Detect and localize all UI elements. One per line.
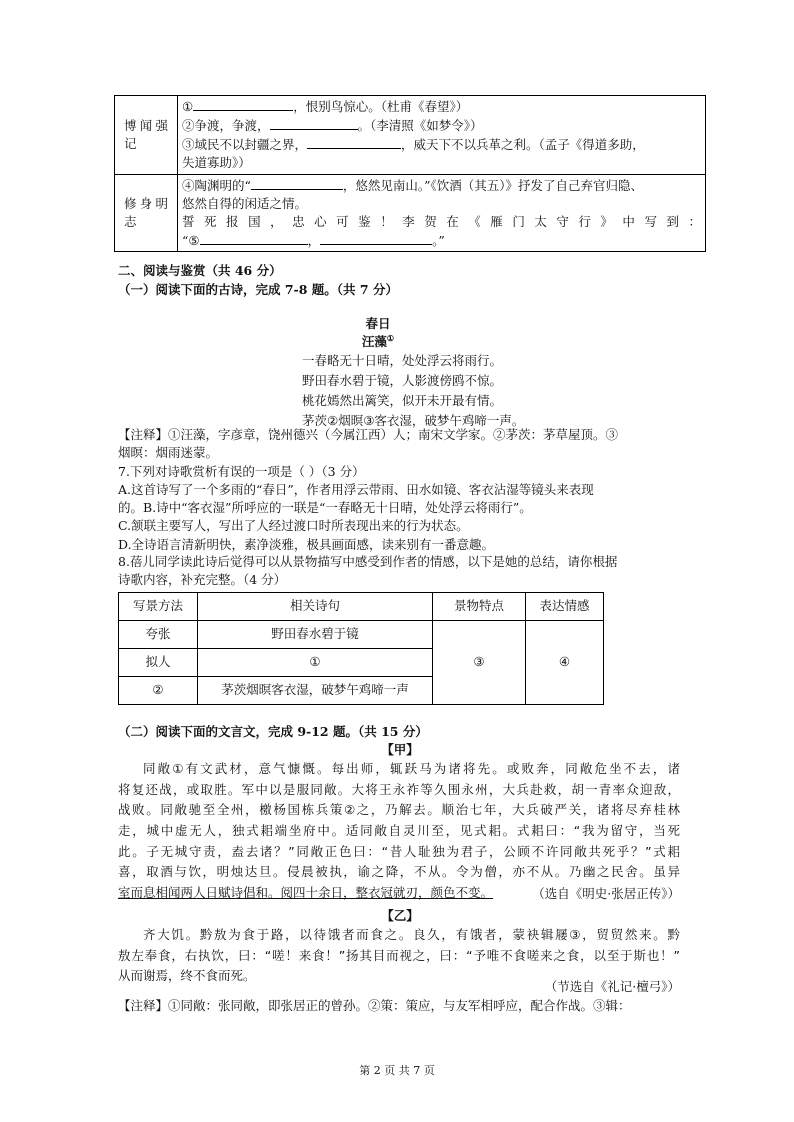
analysis-table [118,592,604,705]
fill-blank-table [114,95,706,252]
table-cell: 拟人 [119,649,198,677]
answer-blank[interactable] [251,176,343,190]
passage-label: 【乙】 [381,908,419,923]
passage-notes: 【注释】①同敞：张同敞，即张居正的曾孙。②策：策应，与友军相呼应，配合作战。③辑： [118,998,631,1013]
answer-cell[interactable]: ② [119,677,198,705]
poem-line: 桃花嫣然出篱笑，似开未开最有情。 [302,393,503,408]
fill-line: ① ，恨别鸟惊心。（杜甫《春望》） [182,99,469,114]
option-line[interactable]: C.颔联主要写人，写出了人经过渡口时所表现出来的行为状态。 [118,518,469,534]
fill-line: 失道寡助》） [182,155,251,171]
answer-blank[interactable] [307,135,401,149]
column-header: 写景方法 [119,593,198,621]
passage-line: 齐大饥。黔敖为食于路，以待饿者而食之。良久，有饿者，蒙袂辑屦③，贸贸然来。黔 [143,927,680,942]
passage-line: 战败。同敞驰至全州，檄杨国栋兵策②之，乃解去。顺治七年，大兵破严关，诸将尽弃桂林 [118,802,680,818]
table-cell: 茅茨烟暝客衣湿，破梦午鸡啼一声 [198,677,433,705]
source-citation: （选自《明史·张居正传》） [532,886,680,901]
passage-line: 将复还战，或取胜。军中以是服同敞。大将王永祚等久围永州，大兵赴救，胡一青率众迎敌， [118,781,680,797]
column-header: 表达情感 [526,593,604,621]
column-header: 景物特点 [433,593,526,621]
poem-line: 茅茨②烟暝③客衣湿，破梦午鸡啼一声。 [302,413,525,428]
content-cell [178,96,706,175]
answer-blank[interactable] [320,231,432,245]
passage-jia [118,759,680,903]
question-8 [118,553,684,589]
category-cell [115,174,178,252]
category-label: 修身明志 [124,195,168,229]
answer-cell[interactable]: ① [198,649,433,677]
poem-title: 春日 [365,316,391,331]
section-heading: 二、阅读与鉴赏（共 46 分） [118,263,282,278]
answer-cell[interactable]: ③ [433,621,526,705]
note-line: 【注释】①汪藻，字彦章，饶州德兴（今属江西）人；南宋文学家。②茅茨：茅草屋顶。③ [118,427,619,442]
passage-label: 【甲】 [381,742,419,757]
passage-line: 从而谢焉，终不食而死。 [118,968,256,984]
table-row [115,174,706,252]
table-row [115,96,706,175]
option-line[interactable]: 的。B.诗中“客衣湿”所呼应的一联是“一春略无十日晴，处处浮云将雨行”。 [118,500,532,516]
fill-line: ③域民不以封疆之界， ，威天下不以兵革之利。（孟子《得道多助， [182,137,645,153]
question-stem: 诗歌内容，补充完整。（4 分） [118,572,287,588]
option-line[interactable]: D.全诗语言清新明快，素净淡雅，极具画面感，读来别有一番意趣。 [118,536,495,552]
fill-line: 誓死报国，忠心可鉴！李贺在《雁门太守行》中写到： [182,213,701,229]
category-label: 博闻强记 [124,117,168,151]
poem-line: 野田春水碧于镜，人影渡傍鸥不惊。 [302,373,503,388]
poem-notes [118,426,684,462]
part-heading: （一）阅读下面的古诗，完成 7-8 题。（共 7 分） [118,282,398,297]
passage-line: 此。子无城守责，盍去诸？”同敞正色曰：“昔人耻独为君子，公顾不许同敞共死乎？”式耜 [118,843,680,859]
content-cell [178,174,706,252]
poem-body [302,351,524,431]
passage-line: 喜，取酒与饮，明烛达旦。侵晨被执，谕之降，不从。令为僧，亦不从。乃幽之民舍。虽异 [118,864,680,880]
poem-line: 一春略无十日晴，处处浮云将雨行。 [302,353,503,368]
note-line: 烟暝：烟雨迷蒙。 [118,445,219,461]
answer-blank[interactable] [200,231,308,245]
column-header: 相关诗句 [198,593,433,621]
table-row [119,621,604,649]
table-cell: 夸张 [119,621,198,649]
part-heading: （二）阅读下面的文言文，完成 9-12 题。（共 15 分） [118,724,428,739]
passage-line: 敖左奉食，右执饮，曰：“嗟！来食！”扬其目而视之，曰：“予唯不食嗟来之食，以至于斯也！” [118,947,680,963]
answer-blank[interactable] [270,116,358,130]
fill-line: 悠然自得的闲适之情。 [182,195,308,211]
category-cell [115,96,178,175]
poem-author: 汪藻① [361,333,395,350]
table-header-row [119,593,604,621]
fill-line: ④陶渊明的“ ，悠然见南山。”《饮酒（其五）》抒发了自己弃官归隐、 [182,177,644,193]
answer-blank[interactable] [193,97,293,111]
passage-line: 走，城中虚无人，独式耜端坐府中。适同敞自灵川至，见式耜。式耜曰：“我为留守，当死 [118,822,680,838]
passage-line: 室而息相闻两人日赋诗倡和。阅四十余日，整衣冠就刃，颜色不变。 [118,884,494,900]
option-line[interactable]: A.这首诗写了一个多雨的“春日”，作者用浮云带雨、田水如镜、客衣沾湿等镜头来表现 [118,482,594,498]
fill-line: ②争渡，争渡， 。（李清照《如梦令》） [182,118,483,134]
passage-line: 同敞①有文武材，意气慷慨。每出师，辄跃马为诸将先。或败奔，同敞危坐不去，诸 [143,761,680,776]
table-cell: 野田春水碧于镜 [198,621,433,649]
answer-cell[interactable]: ④ [526,621,604,705]
question-stem: 7.下列对诗歌赏析有误的一项是（ ）（3 分） [118,464,365,479]
question-stem: 8.蓓儿同学读此诗后觉得可以从景物描写中感受到作者的情感，以下是她的总结，请你根据 [118,554,618,569]
source-citation: （节选自《礼记·檀弓》） [544,979,680,994]
question-7 [118,463,684,554]
page-footer: 第 2 页 共 7 页 [359,1064,435,1077]
fill-line: “⑤ ， 。” [182,232,445,248]
